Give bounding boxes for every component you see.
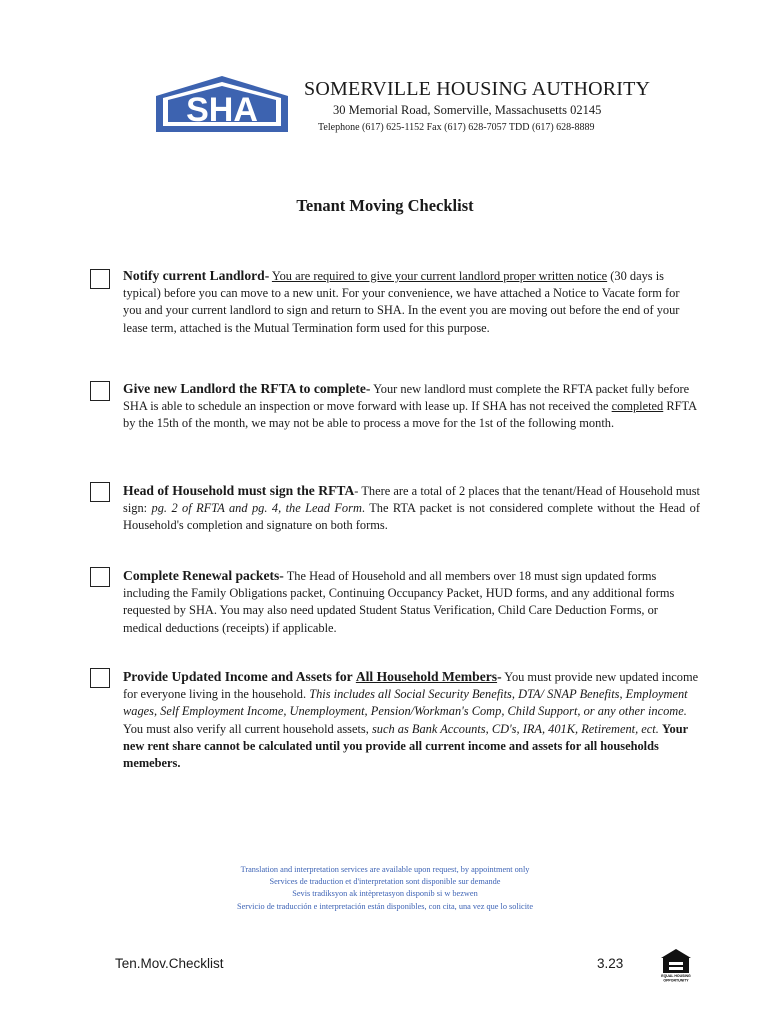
page-title: Tenant Moving Checklist [296,196,474,215]
item-text [123,668,700,772]
item-title: Provide Updated Income and Assets for [123,669,353,684]
item-text-body: Your new landlord must complete the RFTA packet fully before SHA is able to schedule an inspection or move forward with lease up. If SHA has not received the [123,382,690,414]
translation-line-creole: Sevis tradiksyon ak intèpretasyon disponib si w bezwen [292,889,478,899]
document-code: Ten.Mov.Checklist [115,956,224,971]
item-text [123,267,700,337]
item-text [123,567,700,637]
checkbox[interactable] [90,668,110,688]
item-text-body: - There are a total of 2 places that the tenant/Head of Household must sign: [123,484,700,516]
item-text-body: . The RTA packet is not considered complete without the Head of Household's completion and signature on both forms. [123,501,700,533]
equal-housing-opportunity-icon [658,947,694,983]
translation-notice [0,864,770,913]
item-text-body: You must also verify all current household assets, [123,721,369,736]
item-title: Complete Renewal packets- [123,568,284,583]
checkbox[interactable] [90,567,110,587]
item-text-underlined: You are required to give your current landlord proper written notice [271,269,608,283]
logo-text: SHA [186,91,258,129]
document-version: 3.23 [597,956,624,971]
item-title-underlined: All Household Members [355,669,498,684]
item-text-underlined: completed [611,399,664,414]
item-title: Give new Landlord the RFTA to complete- [123,381,371,396]
eho-text-line1: EQUAL HOUSING [661,974,691,978]
item-text-italic: pg. 2 of RFTA and pg. 4, the Lead Form [151,501,362,516]
item-title: Head of Household must sign the RFTA [123,483,355,498]
org-name: SOMERVILLE HOUSING AUTHORITY [304,78,651,100]
item-text [123,380,700,433]
translation-line-french: Services de traduction et d'interpretation sont disponible sur demande [269,877,501,887]
translation-line-english: Translation and interpretation services are available upon request, by appointment only [240,865,530,874]
eho-text-line2: OPPORTUNITY [663,978,689,983]
item-text-italic: such as Bank Accounts, CD's, IRA, 401K, Retirement, ect. [371,721,659,736]
checkbox[interactable] [90,381,110,401]
item-text [123,482,700,535]
item-text-body: The Head of Household and all members over 18 must sign updated forms including the Family Obligations packet, Continuing Occupancy Packet, HUD forms, and any additional forms requested by SHA. You may also need updated Student Status Verification, Child Care Deduction Forms, or medical deductions (receipts) if applicable. [123,569,675,635]
translation-line-spanish: Servicio de traducción e interpretación están disponibles, con cita, una vez que lo solicite [236,901,534,911]
item-text-body: You must provide new updated income for everyone living in the household. [123,670,699,702]
org-address: 30 Memorial Road, Somerville, Massachusetts 02145 [333,103,602,117]
org-phone: Telephone (617) 625-1152 Fax (617) 628-7057 TDD (617) 628-8889 [318,122,595,133]
sha-logo [154,74,290,134]
checkbox[interactable] [90,269,110,289]
item-title: Notify current Landlord- [123,268,270,283]
item-text-italic: This includes all Social Security Benefits, DTA/ SNAP Benefits, Employment wages, Self Employment Income, Unemployment, Pension/Workman's Comp, Child Support, or any other income. [123,687,688,719]
item-text-bold: Your new rent share cannot be calculated until you provide all current income and assets for all households memebers. [123,721,688,771]
item-text-body: (30 days is typical) before you can move to a new unit. For your convenience, we have attached a Notice to Vacate form for you and your current landlord to sign and return to SHA. In the event you are moving out before the end of your lease term, attached is the Mutual Termination form used for this purpose. [123,269,680,335]
item-text-body: RFTA by the 15th of the month, we may not be able to process a move for the 1st of the following month. [123,399,697,431]
item-title-dash: - [497,669,502,684]
checkbox[interactable] [90,482,110,502]
